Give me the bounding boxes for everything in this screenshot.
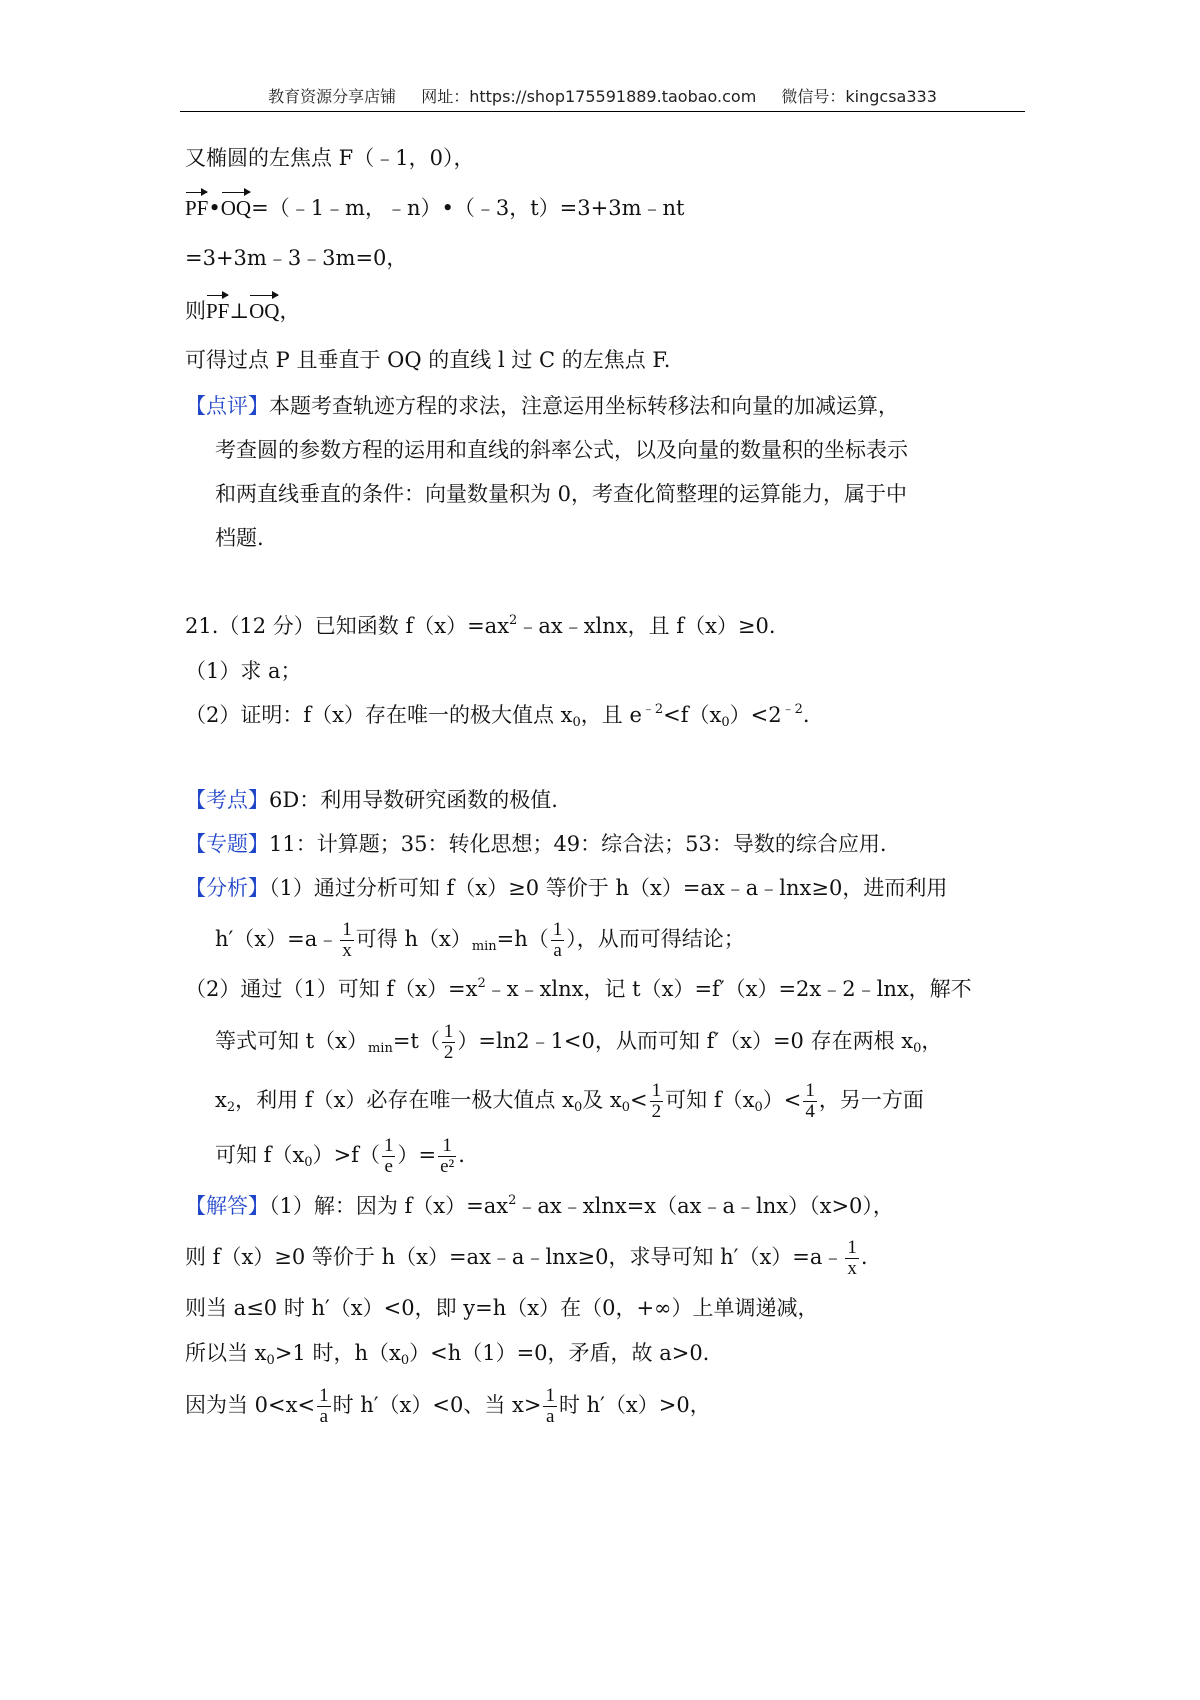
fraction-numerator: 1 <box>805 1080 815 1101</box>
text-fragment: ）<h（1）=0，矛盾，故 a>0. <box>409 1341 710 1365</box>
fraction-1-over-x <box>845 1238 859 1279</box>
fenxi-line <box>215 1136 465 1177</box>
fraction-denominator: a <box>319 1406 329 1427</box>
comment-line: 档题. <box>215 526 264 550</box>
text-fragment: ）< <box>762 1088 802 1112</box>
superscript: ﹣2 <box>641 702 664 717</box>
text-fragment: 本题考查轨迹方程的求法，注意运用坐标转移法和向量的加减运算， <box>269 394 899 418</box>
fraction-1-over-a <box>543 1386 557 1427</box>
text-fragment: 11：计算题；35：转化思想；49：综合法；53：导数的综合应用. <box>269 832 887 856</box>
text-fragment: x <box>215 1088 227 1112</box>
zhuanti-line <box>185 830 887 858</box>
subscript: min <box>471 939 497 954</box>
perpendicular-line <box>185 297 300 325</box>
text-fragment: ，另一方面 <box>818 1088 924 1112</box>
text-fragment: <f（x <box>663 703 722 727</box>
fraction-1-over-2 <box>442 1022 456 1063</box>
kaodian-line <box>185 786 558 814</box>
kaodian-tag: 【考点】 <box>185 788 269 812</box>
vector-pf: PF <box>185 196 209 220</box>
text-fragment: ）<2 <box>729 703 782 727</box>
text-fragment: ）=ln2﹣1<0，从而可知 f′（x）=0 存在两根 x <box>457 1029 914 1053</box>
text-fragment: 可得 h（x） <box>355 927 472 951</box>
fraction-denominator: x <box>847 1258 857 1279</box>
text-fragment: =h（ <box>496 927 549 951</box>
zhuanti-tag: 【专题】 <box>185 832 269 856</box>
jieda-tag: 【解答】 <box>185 1194 269 1218</box>
fraction-numerator: 1 <box>545 1385 555 1406</box>
text-fragment: . <box>860 1245 868 1269</box>
fenxi-line <box>185 975 972 1003</box>
vector-pf: PF <box>206 299 230 323</box>
text-fragment: 因为当 0<x< <box>185 1393 316 1417</box>
text-fragment: （1）解：因为 f（x）=ax <box>269 1194 509 1218</box>
solution-line <box>185 1386 711 1427</box>
subscript: 2 <box>226 1100 236 1115</box>
text-fragment: ， <box>279 299 301 323</box>
fraction-numerator: 1 <box>552 919 563 940</box>
fraction-1-over-e <box>382 1136 396 1177</box>
problem-part-2 <box>185 701 810 729</box>
vector-oq: OQ <box>249 299 280 323</box>
text-fragment: ， <box>921 1029 943 1053</box>
page-header <box>180 84 1025 110</box>
text-fragment: 所以当 x <box>185 1341 267 1365</box>
problem-part-1: （1）求 a； <box>185 659 302 683</box>
text-fragment: 及 x <box>582 1088 622 1112</box>
superscript: ﹣2 <box>781 702 803 717</box>
comment-line: 考查圆的参数方程的运用和直线的斜率公式，以及向量的数量积的坐标表示 <box>215 438 908 462</box>
text-fragment: =t（ <box>392 1029 440 1053</box>
vector-oq: OQ <box>220 196 252 220</box>
fenxi-line <box>215 920 745 961</box>
text-fragment: 则 <box>185 299 206 323</box>
header-wechat: 微信号：kingcsa333 <box>781 87 937 106</box>
fraction-numerator: 1 <box>847 1237 857 1258</box>
text-fragment: ，利用 f（x）必存在唯一极大值点 x <box>235 1088 574 1112</box>
text-fragment: . <box>802 703 810 727</box>
fraction-denominator: e² <box>440 1156 455 1177</box>
fraction-1-over-2 <box>650 1081 664 1122</box>
fraction-denominator: a <box>553 940 562 961</box>
text-fragment: ，且 e <box>580 703 642 727</box>
text-fragment: ﹣x﹣xlnx，记 t（x）=f′（x）=2x﹣2﹣lnx，解不 <box>485 977 972 1001</box>
fraction-1-over-a <box>551 920 565 961</box>
comment-line <box>185 392 899 420</box>
comment-line: 和两直线垂直的条件：向量数量积为 0，考查化简整理的运算能力，属于中 <box>215 482 908 506</box>
fraction-denominator: 4 <box>805 1101 815 1122</box>
fraction-denominator: x <box>342 940 352 961</box>
superscript: 2 <box>509 613 518 628</box>
header-url: 网址：https://shop175591889.taobao.com <box>421 87 757 106</box>
problem-stem <box>185 612 776 640</box>
solution-line: 则当 a≤0 时 h′（x）<0，即 y=h（x）在（0，+∞）上单调递减， <box>185 1296 819 1320</box>
fenxi-line <box>215 1081 924 1122</box>
header-shop: 教育资源分享店铺 <box>268 87 397 106</box>
jieda-line <box>185 1192 894 1220</box>
text-fragment: . <box>458 1143 465 1167</box>
solution-line <box>185 1339 709 1367</box>
fraction-denominator: 2 <box>443 1042 454 1063</box>
subscript: min <box>367 1041 393 1056</box>
text-fragment: ），从而可得结论； <box>566 927 745 951</box>
fraction-1-over-a <box>317 1386 331 1427</box>
perp-symbol: ⊥ <box>229 299 250 323</box>
fraction-denominator: 2 <box>651 1101 662 1122</box>
equation-text: =（﹣1﹣m，﹣n）•（﹣3，t）=3+3m﹣nt <box>251 196 685 220</box>
superscript: 2 <box>477 976 486 991</box>
superscript: 2 <box>508 1193 517 1208</box>
dianping-tag: 【点评】 <box>185 394 269 418</box>
fraction-numerator: 1 <box>443 1021 454 1042</box>
text-fragment: ﹣ax﹣xlnx=x（ax﹣a﹣lnx）（x>0）， <box>516 1194 894 1218</box>
subscript: 0 <box>621 1100 631 1115</box>
fraction-numerator: 1 <box>342 919 352 940</box>
text-fragment: >1 时，h（x <box>274 1341 401 1365</box>
subscript: 0 <box>572 715 581 730</box>
text-fragment: ﹣ax﹣xlnx，且 f（x）≥0. <box>517 614 776 638</box>
subscript: 0 <box>913 1041 922 1056</box>
vector-dot-line <box>185 194 684 222</box>
subscript: 0 <box>400 1353 410 1368</box>
fenxi-line <box>185 874 947 902</box>
header-divider <box>180 111 1025 112</box>
text-fragment: 可知 f（x <box>215 1143 305 1167</box>
subscript: 0 <box>573 1100 583 1115</box>
text-fragment: h′（x）=a﹣ <box>215 927 339 951</box>
fraction-1-over-x <box>340 920 354 961</box>
text-fragment: ）>f（ <box>312 1143 380 1167</box>
fraction-1-over-e-squared <box>438 1136 456 1177</box>
text-fragment: 等式可知 t（x） <box>215 1029 368 1053</box>
text-line: 又椭圆的左焦点 F（﹣1，0）， <box>185 146 475 170</box>
fenxi-line <box>215 1022 942 1063</box>
text-line: =3+3m﹣3﹣3m=0， <box>185 246 408 270</box>
subscript: 0 <box>721 715 730 730</box>
subscript: 0 <box>304 1155 313 1170</box>
dot-operator: • <box>208 196 221 220</box>
fraction-numerator: 1 <box>383 1135 394 1156</box>
text-fragment: 可知 f（x <box>665 1088 755 1112</box>
text-fragment: 21.（12 分）已知函数 f（x）=ax <box>185 614 510 638</box>
fraction-denominator: e <box>384 1156 393 1177</box>
subscript: 0 <box>266 1353 275 1368</box>
text-line: 可得过点 P 且垂直于 OQ 的直线 l 过 C 的左焦点 F. <box>185 348 671 372</box>
fraction-numerator: 1 <box>438 1136 456 1157</box>
fraction-numerator: 1 <box>319 1385 329 1406</box>
fraction-1-over-4 <box>803 1081 817 1122</box>
text-fragment: （1）通过分析可知 f（x）≥0 等价于 h（x）=ax﹣a﹣lnx≥0，进而利用 <box>269 876 948 900</box>
text-fragment: 时 h′（x）>0， <box>558 1393 711 1417</box>
solution-line <box>185 1238 868 1279</box>
text-fragment: 则 f（x）≥0 等价于 h（x）=ax﹣a﹣lnx≥0，求导可知 h′（x）=a﹣ <box>185 1245 844 1269</box>
text-fragment: 时 h′（x）<0、当 x> <box>332 1393 542 1417</box>
text-fragment: ）= <box>397 1143 437 1167</box>
text-fragment: （2）通过（1）可知 f（x）=x <box>185 977 478 1001</box>
text-fragment: < <box>630 1088 648 1112</box>
text-fragment: 6D：利用导数研究函数的极值. <box>269 788 558 812</box>
text-fragment: （2）证明：f（x）存在唯一的极大值点 x <box>185 703 573 727</box>
fraction-numerator: 1 <box>651 1080 662 1101</box>
fenxi-tag: 【分析】 <box>185 876 269 900</box>
fraction-denominator: a <box>546 1406 555 1427</box>
subscript: 0 <box>754 1100 763 1115</box>
